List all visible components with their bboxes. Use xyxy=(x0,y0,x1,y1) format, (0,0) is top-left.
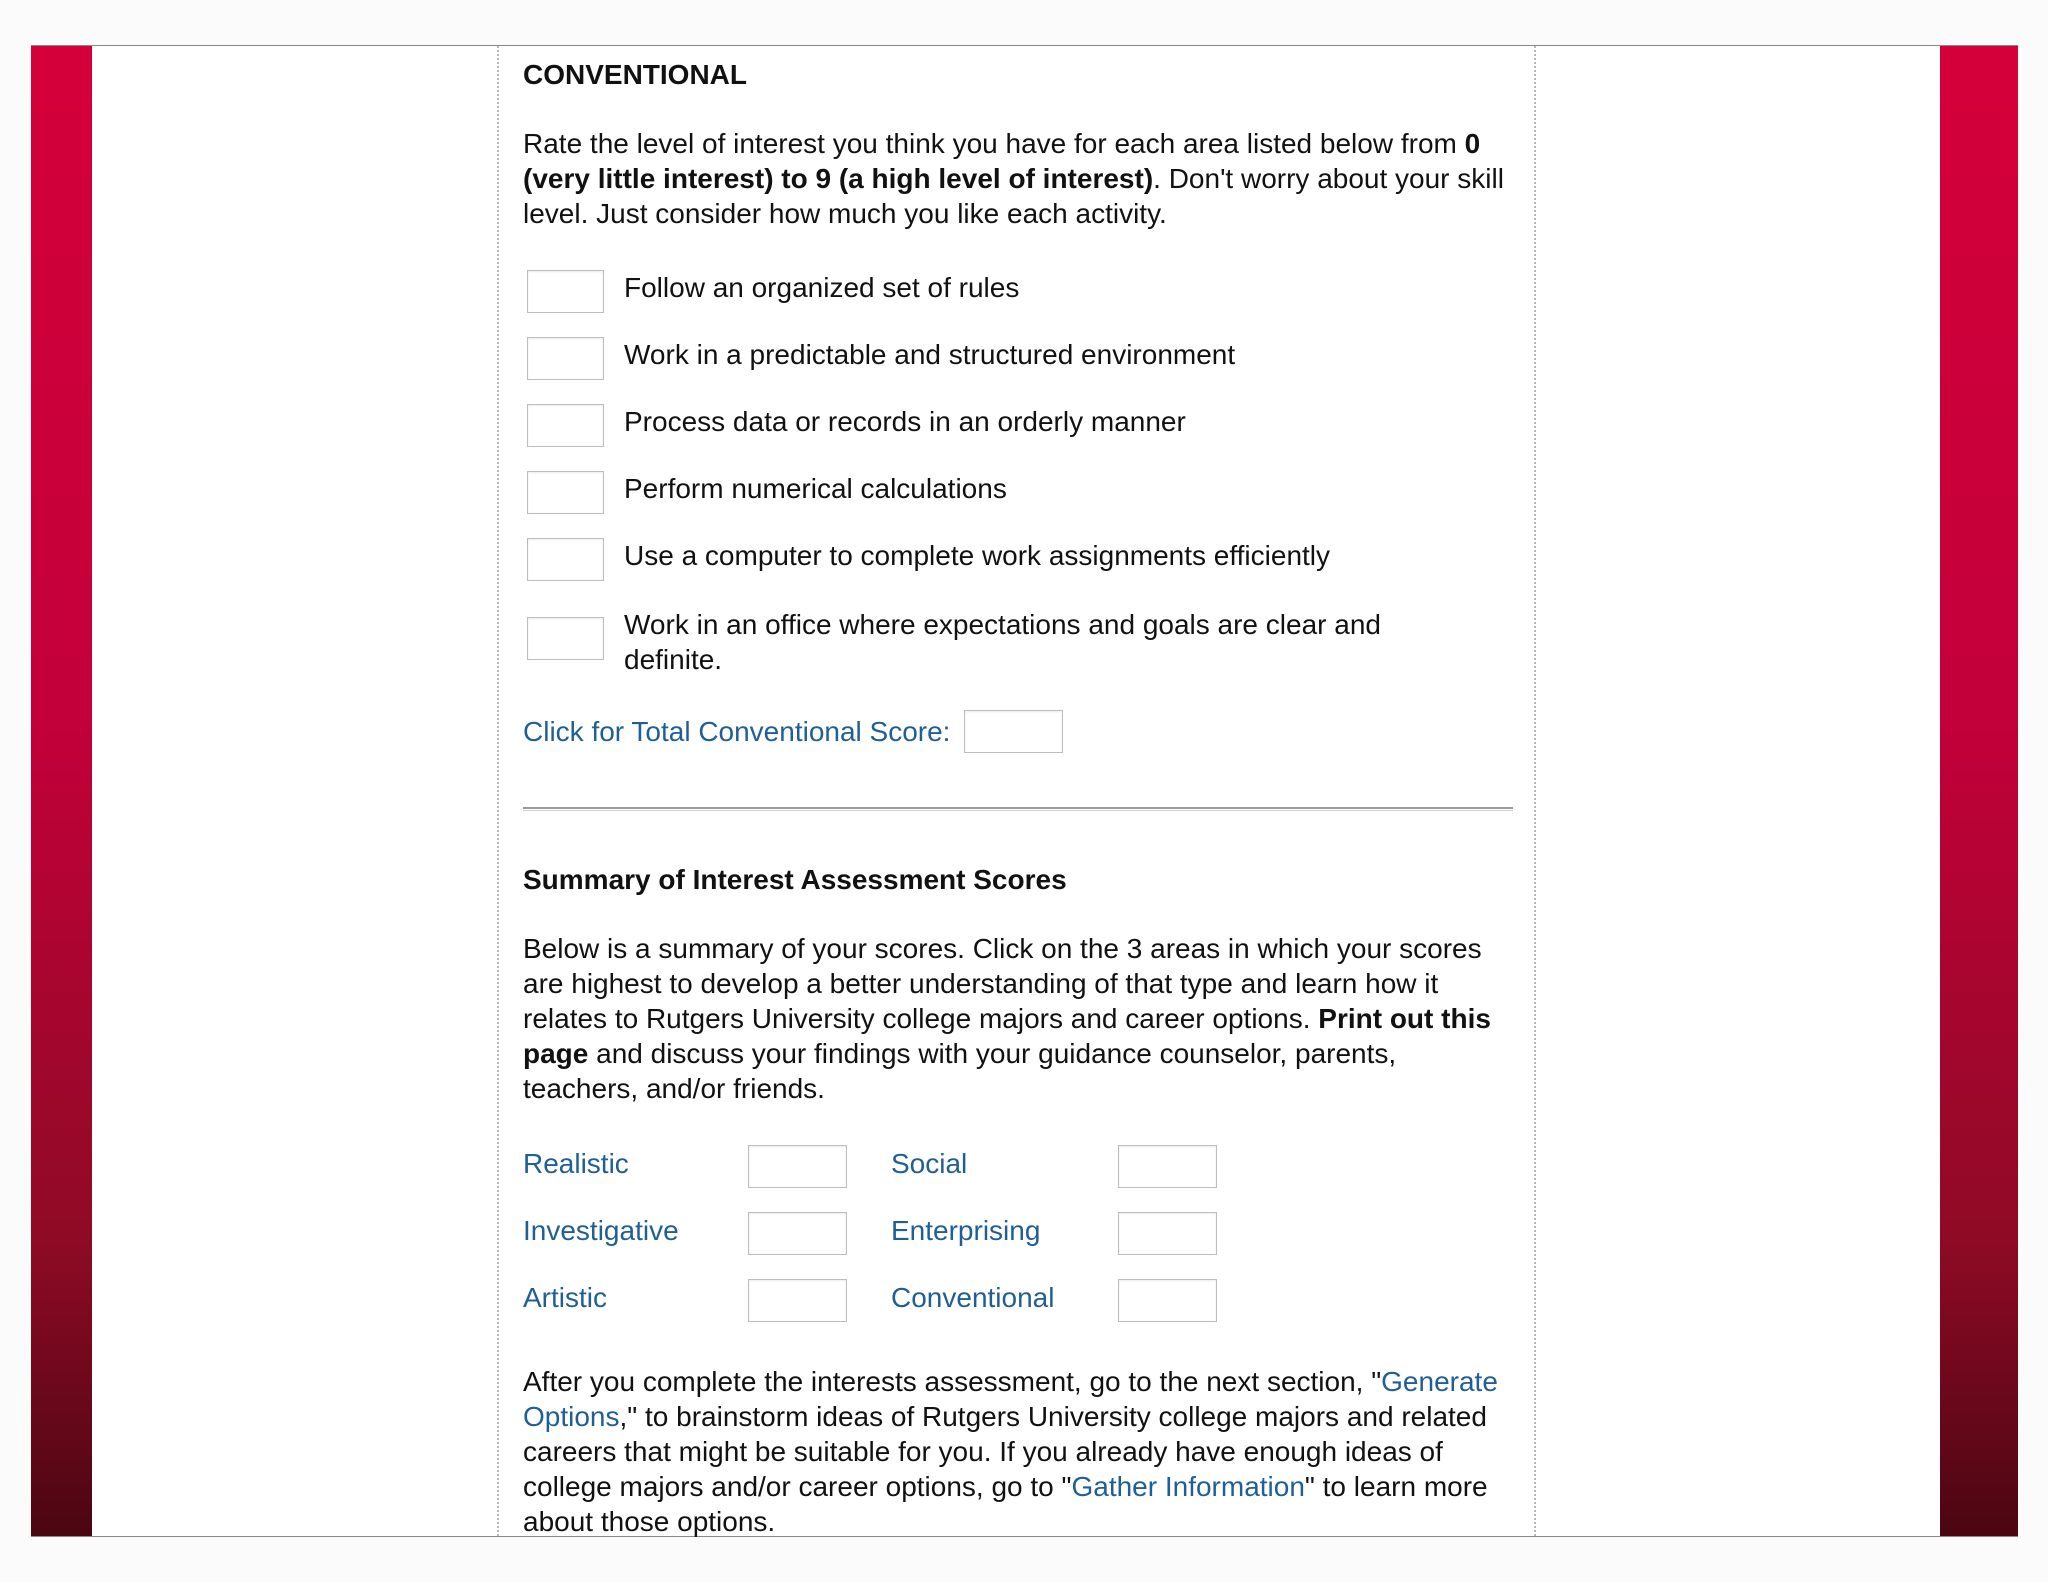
gather-information-link[interactable]: Gather Information xyxy=(1071,1471,1305,1502)
score-link-conventional[interactable]: Conventional xyxy=(891,1282,1055,1313)
instructions-scale: 0 (very little interest) to 9 (a high level of interest) xyxy=(523,128,1481,194)
score-enterprising xyxy=(891,1215,1040,1247)
next-steps-text-2: ," to brainstorm ideas of Rutgers University college majors and related careers that might be suitable for you. If you already have enough ideas of college majors and/or career options, go to " xyxy=(523,1401,1487,1502)
total-score-row xyxy=(523,710,1063,753)
page-frame xyxy=(31,45,2018,1537)
score-conventional xyxy=(891,1282,1054,1314)
instructions-text-1: Rate the level of interest you think you have for each area listed below from xyxy=(523,128,1465,159)
section-title: CONVENTIONAL xyxy=(523,59,747,90)
score-field-social[interactable] xyxy=(1118,1145,1217,1188)
rating-label: Process data or records in an orderly manner xyxy=(624,406,1186,437)
rating-input[interactable] xyxy=(527,337,604,380)
score-field-artistic[interactable] xyxy=(748,1279,847,1322)
rating-input[interactable] xyxy=(527,538,604,581)
rating-label: Use a computer to complete work assignments efficiently xyxy=(624,540,1331,571)
rating-row xyxy=(527,270,1474,313)
score-link-investigative[interactable]: Investigative xyxy=(523,1215,679,1246)
score-field-realistic[interactable] xyxy=(748,1145,847,1188)
next-steps-text xyxy=(523,1364,1513,1539)
score-field-investigative[interactable] xyxy=(748,1212,847,1255)
rating-label: Work in a predictable and structured environment xyxy=(624,339,1236,370)
content-column xyxy=(497,46,1536,1536)
rating-input[interactable] xyxy=(527,471,604,514)
rating-label: Work in an office where expectations and goals are clear and definite. xyxy=(624,609,1381,675)
right-red-border xyxy=(1940,46,2018,1536)
summary-print-note: Print out this page xyxy=(523,1003,1491,1069)
rating-row xyxy=(527,404,1474,447)
left-red-border xyxy=(31,46,92,1536)
rating-row xyxy=(527,337,1474,380)
rating-input[interactable] xyxy=(527,617,604,660)
rating-input[interactable] xyxy=(527,404,604,447)
score-realistic xyxy=(523,1148,629,1180)
next-steps-text-1: After you complete the interests assessment, go to the next section, " xyxy=(523,1366,1382,1397)
score-link-social[interactable]: Social xyxy=(891,1148,968,1179)
total-score-field[interactable] xyxy=(964,710,1063,753)
rating-label: Follow an organized set of rules xyxy=(624,272,1020,303)
score-field-enterprising[interactable] xyxy=(1118,1212,1217,1255)
instructions-text-2: . Don't worry about your skill level. Just consider how much you like each activity. xyxy=(523,163,1504,229)
rating-row xyxy=(527,471,1474,514)
summary-text-1: Below is a summary of your scores. Click on the 3 areas in which your scores are highest to develop a better understanding of that type and learn how it relates to Rutgers University college majors and career options. xyxy=(523,933,1482,1034)
summary-text-2: and discuss your findings with your guidance counselor, parents, teachers, and/or friends. xyxy=(523,1038,1397,1104)
score-link-artistic[interactable]: Artistic xyxy=(523,1282,607,1313)
next-steps-text-3: " to learn more about those options. xyxy=(523,1471,1488,1537)
rating-label: Perform numerical calculations xyxy=(624,473,1007,504)
score-link-enterprising[interactable]: Enterprising xyxy=(891,1215,1041,1246)
summary-description xyxy=(523,931,1513,1106)
total-score-link[interactable]: Click for Total Conventional Score: xyxy=(523,715,951,747)
summary-title: Summary of Interest Assessment Scores xyxy=(523,864,1067,895)
score-artistic xyxy=(523,1282,607,1314)
rating-input[interactable] xyxy=(527,270,604,313)
rating-row xyxy=(527,607,1474,677)
score-investigative xyxy=(523,1215,679,1247)
score-social xyxy=(891,1148,967,1180)
rating-row xyxy=(527,538,1474,581)
score-link-realistic[interactable]: Realistic xyxy=(523,1148,629,1179)
generate-options-link[interactable]: Generate Options xyxy=(523,1366,1498,1432)
score-field-conventional[interactable] xyxy=(1118,1279,1217,1322)
section-instructions xyxy=(523,126,1513,231)
section-divider xyxy=(523,807,1513,811)
